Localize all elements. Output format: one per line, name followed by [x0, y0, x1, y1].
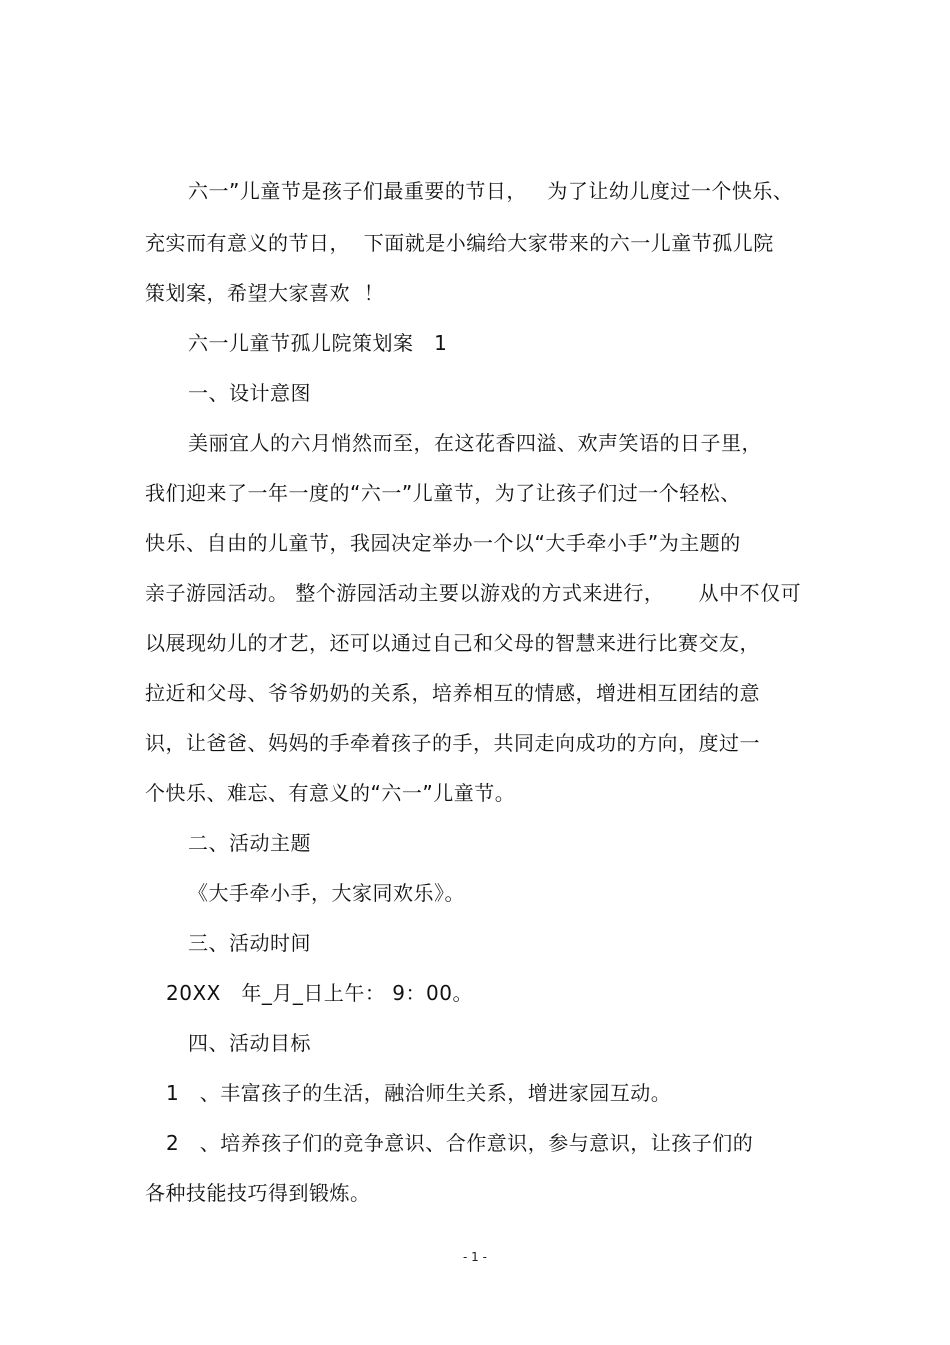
page-number: - 1 -	[463, 1250, 487, 1264]
paragraph-line: 亲子游园活动。 整个游园活动主要以游戏的方式来进行， 从中不仅可	[145, 581, 802, 605]
paragraph-line: 拉近和父母、爷爷奶奶的关系，培养相互的情感，增进相互团结的意	[145, 681, 760, 705]
heading: 一、设计意图	[188, 381, 311, 405]
paragraph-line: 我们迎来了一年一度的“六一”儿童节，为了让孩子们过一个轻松、	[145, 481, 741, 505]
paragraph-line: 个快乐、难忘、有意义的“六一”儿童节。	[145, 781, 516, 805]
paragraph-line: 各种技能技巧得到锻炼。	[145, 1181, 371, 1205]
paragraph-line: 快乐、自由的儿童节，我园决定举办一个以“大手牵小手”为主题的	[145, 531, 741, 555]
paragraph-line: 充实而有意义的节日， 下面就是小编给大家带来的六一儿童节孤儿院	[145, 231, 774, 255]
list-item: 2 、培养孩子们的竞争意识、合作意识，参与意识，让孩子们的	[166, 1131, 754, 1155]
paragraph-line: 美丽宜人的六月悄然而至，在这花香四溢、欢声笑语的日子里，	[188, 431, 762, 455]
paragraph-line: 《大手牵小手，大家同欢乐》。	[188, 881, 465, 905]
paragraph-line: 六一”儿童节是孩子们最重要的节日， 为了让幼儿度过一个快乐、	[188, 179, 794, 203]
paragraph-line: 策划案，希望大家喜欢 ！	[145, 281, 385, 305]
section-title: 六一儿童节孤儿院策划案 1	[188, 331, 448, 355]
paragraph-line: 识，让爸爸、妈妈的手牵着孩子的手，共同走向成功的方向，度过一	[145, 731, 760, 755]
paragraph-line: 20XX 年_月_日上午： 9：00。	[166, 981, 473, 1005]
list-item: 1 、丰富孩子的生活，融洽师生关系，增进家园互动。	[166, 1081, 672, 1105]
heading: 三、活动时间	[188, 931, 311, 955]
paragraph-line: 以展现幼儿的才艺，还可以通过自己和父母的智慧来进行比赛交友，	[145, 631, 760, 655]
heading: 四、活动目标	[188, 1031, 311, 1055]
heading: 二、活动主题	[188, 831, 311, 855]
